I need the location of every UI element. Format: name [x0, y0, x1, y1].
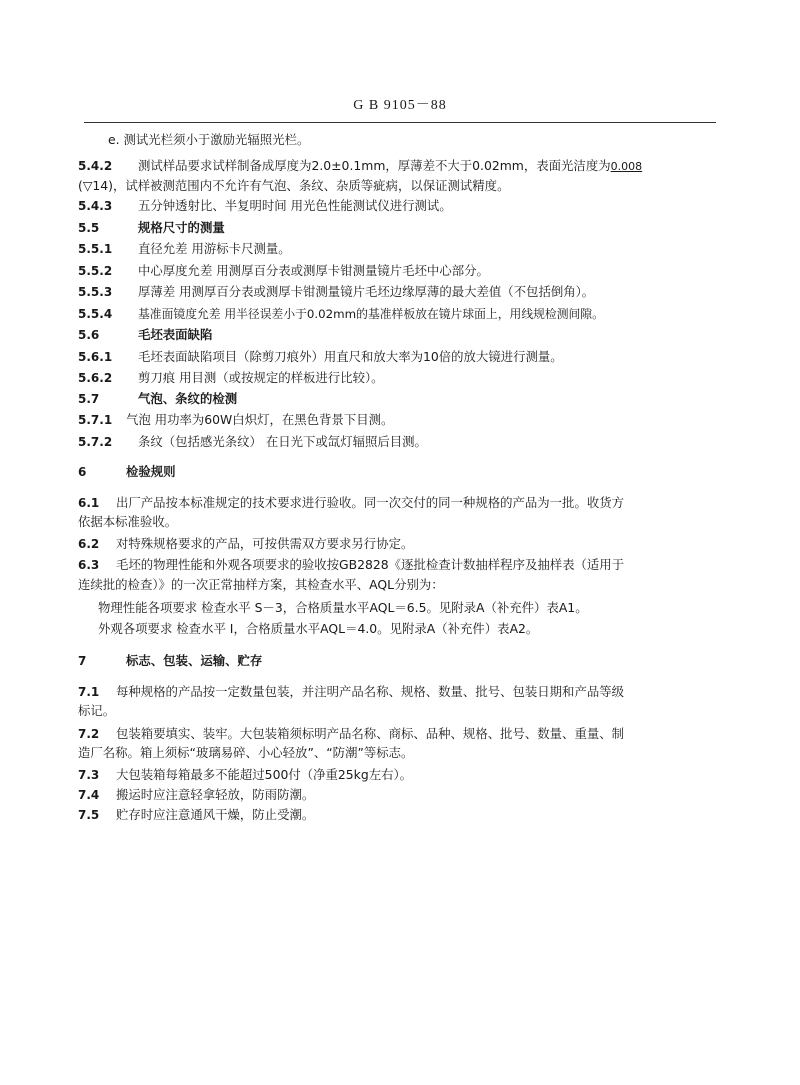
- clause-number: 5.4.2: [78, 159, 113, 173]
- clause-7-1: [78, 683, 718, 701]
- clause-heading: 毛坯表面缺陷: [138, 327, 213, 342]
- page-header: G B 9105－88: [353, 98, 447, 113]
- clause-7-3: [78, 766, 718, 784]
- clause-text: 五分钟透射比、半复明时间 用光色性能测试仪进行测试。: [138, 198, 452, 213]
- clause-text: 包装箱要填实、装牢。大包装箱须标明产品名称、商标、品种、规格、批号、数量、重量、制: [116, 726, 625, 741]
- clause-text: 剪刀痕 用目测（或按规定的样板进行比较）。: [138, 370, 384, 385]
- clause-number: 6.3: [78, 558, 100, 572]
- clause-heading: 规格尺寸的测量: [138, 220, 225, 235]
- clause-number: 5.4.3: [78, 199, 113, 213]
- clause-text: 大包装箱每箱最多不能超过500付（净重25kg左右）。: [116, 767, 413, 782]
- clause-number: 5.5.2: [78, 264, 113, 278]
- section-7: [78, 652, 718, 670]
- header-rule: [84, 122, 716, 123]
- clause-number: 7.2: [78, 727, 100, 741]
- clause-7-1-cont: 标记。: [78, 703, 116, 718]
- section-heading: 检验规则: [126, 464, 176, 479]
- clause-6-1-cont: 依据本标准验收。: [78, 514, 178, 529]
- clause-number: 5.6: [78, 328, 100, 342]
- clause-number: 5.7: [78, 392, 100, 406]
- clause-heading: 气泡、条纹的检测: [138, 391, 238, 406]
- section-6: [78, 463, 718, 481]
- clause-text: 条纹（包括感光条纹） 在日光下或氙灯辐照后目测。: [138, 434, 427, 449]
- clause-5-6-1: [78, 348, 718, 366]
- physical-requirements: 物理性能各项要求 检查水平 S－3，合格质量水平AQL＝6.5。见附录A（补充件）表A1。: [98, 600, 588, 615]
- appearance-requirements: 外观各项要求 检查水平 I，合格质量水平AQL＝4.0。见附录A（补充件）表A2。: [98, 621, 539, 636]
- clause-7-2-cont: 造厂名称。箱上须标“玻璃易碎、小心轻放”、“防潮”等标志。: [78, 745, 414, 760]
- clause-number: 6.2: [78, 537, 100, 551]
- clause-text: 贮存时应注意通风干燥，防止受潮。: [116, 807, 315, 822]
- clause-text: 测试样品要求试样制备成厚度为2.0±0.1mm，厚薄差不大于0.02mm，表面光洁度为: [138, 158, 611, 173]
- clause-7-2: [78, 725, 718, 743]
- clause-5-4-2: [78, 157, 718, 176]
- clause-text: 毛坯表面缺陷项目（除剪刀痕外）用直尺和放大率为10倍的放大镜进行测量。: [138, 349, 563, 364]
- clause-5-6-2: [78, 369, 718, 387]
- clause-text: 直径允差 用游标卡尺测量。: [138, 241, 291, 256]
- clause-text: 中心厚度允差 用测厚百分表或测厚卡钳测量镜片毛坯中心部分。: [138, 263, 489, 278]
- smoothness-value: 0.008: [610, 160, 643, 173]
- clause-7-4: [78, 786, 718, 804]
- clause-number: 7.3: [78, 768, 100, 782]
- clause-6-2: [78, 535, 718, 553]
- clause-number: 7.1: [78, 685, 100, 699]
- clause-text: 毛坯的物理性能和外观各项要求的验收按GB2828《逐批检查计数抽样程序及抽样表（适用于: [116, 557, 625, 572]
- clause-text: 对特殊规格要求的产品，可按供需双方要求另行协定。: [116, 536, 414, 551]
- clause-6-1: [78, 494, 718, 512]
- item-e: e. 测试光栏须小于激励光辐照光栏。: [108, 132, 310, 147]
- clause-5-5-1: [78, 240, 718, 258]
- clause-5-7-2: [78, 433, 718, 451]
- section-number: 7: [78, 654, 87, 668]
- clause-5-4-3: [78, 197, 718, 215]
- section-number: 6: [78, 465, 87, 479]
- clause-number: 5.7.1: [78, 413, 113, 427]
- clause-number: 5.7.2: [78, 435, 113, 449]
- clause-number: 5.5.3: [78, 285, 113, 299]
- clause-text: 气泡 用功率为60W白炽灯，在黑色背景下目测。: [126, 412, 394, 427]
- clause-text: 出厂产品按本标准规定的技术要求进行验收。同一次交付的同一种规格的产品为一批。收货方: [116, 495, 625, 510]
- clause-5-7-1: [78, 411, 718, 429]
- clause-5-5-4: [78, 305, 718, 323]
- clause-number: 6.1: [78, 496, 100, 510]
- clause-5-6: [78, 326, 718, 344]
- clause-number: 7.5: [78, 808, 100, 822]
- section-heading: 标志、包装、运输、贮存: [126, 653, 263, 668]
- clause-7-5: [78, 806, 718, 824]
- clause-5-7: [78, 390, 718, 408]
- clause-text: 搬运时应注意轻拿轻放，防雨防潮。: [116, 787, 315, 802]
- clause-number: 7.4: [78, 788, 100, 802]
- clause-text: 基准面镜度允差 用半径误差小于0.02mm的基准样板放在镜片球面上，用线规检测间隙。: [138, 307, 604, 321]
- clause-text: 厚薄差 用测厚百分表或测厚卡钳测量镜片毛坯边缘厚薄的最大差值（不包括倒角）。: [138, 284, 595, 299]
- clause-number: 5.5.4: [78, 307, 113, 321]
- clause-number: 5.6.1: [78, 350, 113, 364]
- clause-number: 5.5: [78, 221, 100, 235]
- clause-5-5: [78, 219, 718, 237]
- clause-number: 5.6.2: [78, 371, 113, 385]
- clause-6-3: [78, 556, 718, 574]
- clause-text: 每种规格的产品按一定数量包装，并注明产品名称、规格、数量、批号、包装日期和产品等级: [116, 684, 625, 699]
- clause-5-5-2: [78, 262, 718, 280]
- clause-number: 5.5.1: [78, 242, 113, 256]
- clause-6-3-cont: 连续批的检查）》的一次正常抽样方案，其检查水平、AQL分别为：: [78, 577, 444, 592]
- clause-5-5-3: [78, 283, 718, 301]
- clause-5-4-2-cont: (▽14)，试样被测范围内不允许有气泡、条纹、杂质等疵病，以保证测试精度。: [78, 178, 510, 193]
